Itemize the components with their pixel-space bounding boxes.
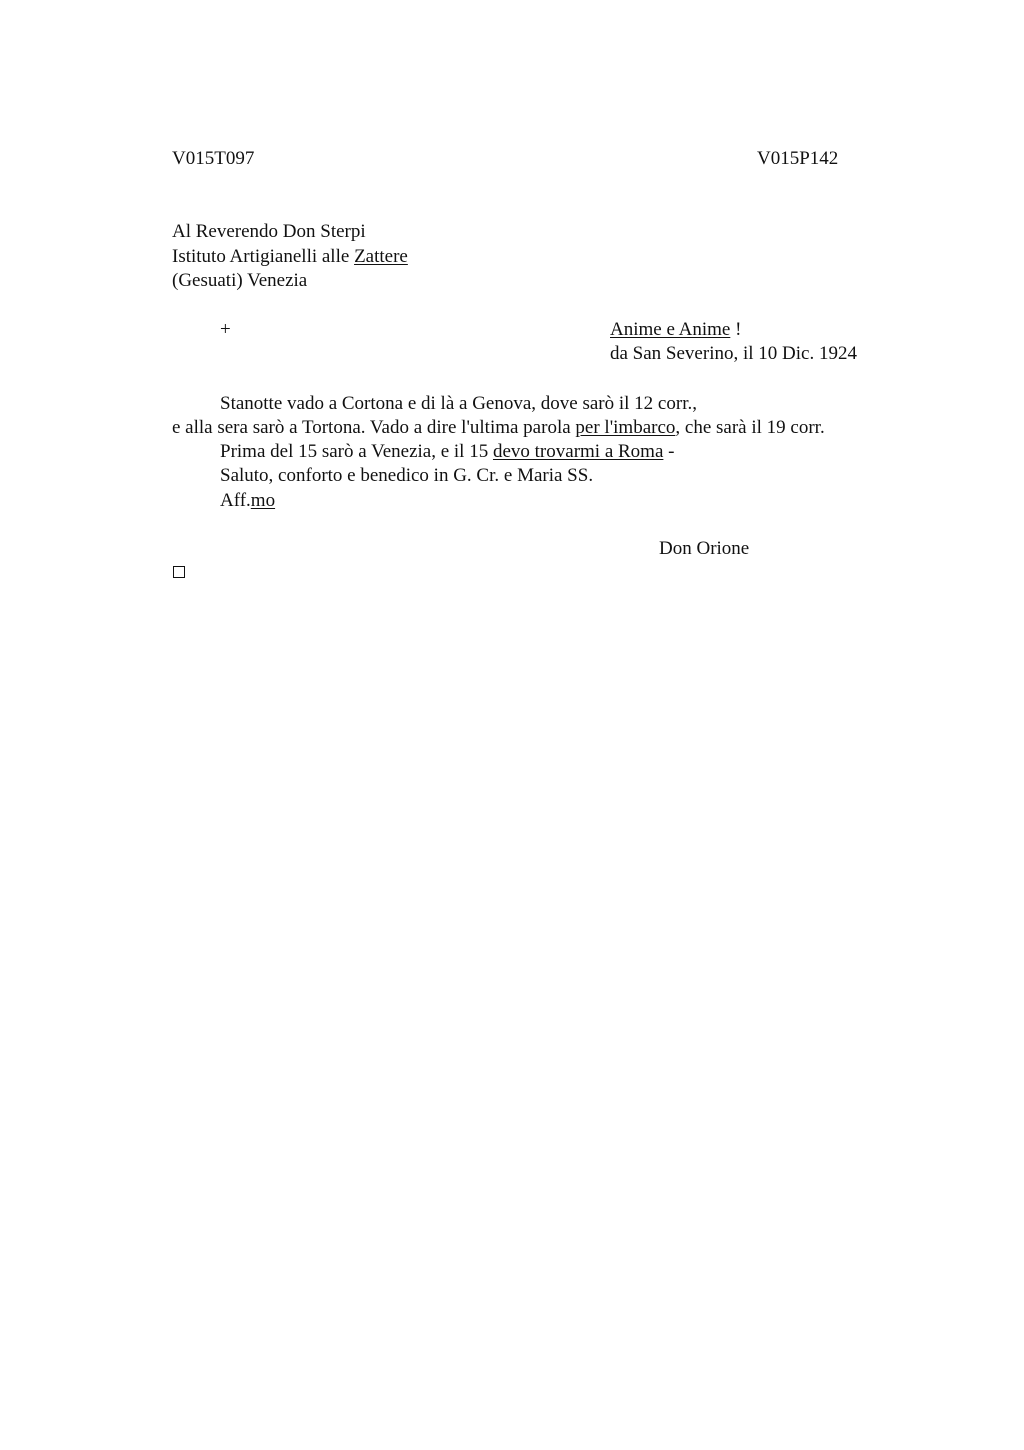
address-zattere-underlined: Zattere [354,246,408,267]
body-line-4: Saluto, conforto e benedico in G. Cr. e Maria SS. [220,465,594,486]
address-line-2 [172,245,408,269]
motto [610,318,741,342]
body-line-2 [172,416,825,440]
document-code-right: V015P142 [757,148,839,169]
motto-suffix: ! [730,319,742,340]
address-line-2-text: Istituto Artigianelli alle [172,246,355,267]
body-line-3-text: Prima del 15 sarò a Venezia, e il 15 [220,441,493,462]
closing-text: Aff. [220,490,251,511]
closing [220,489,275,513]
body-line-3 [220,440,674,464]
body-line-2-end: , che sarà il 19 corr. [675,417,825,438]
place-date: da San Severino, il 10 Dic. 1924 [610,343,857,364]
imbarco-underlined: per l'imbarco [575,417,676,438]
body-line-2-text: e alla sera sarò a Tortona. Vado a dire l'ultima parola [172,417,576,438]
address-line-1: Al Reverendo Don Sterpi [172,221,366,242]
end-square-icon [173,566,185,578]
cross-symbol: + [220,319,231,340]
roma-underlined: devo trovarmi a Roma [492,441,664,462]
motto-underlined: Anime e Anime [610,319,731,340]
body-line-3-end: - [663,441,675,462]
address-line-3: (Gesuati) Venezia [172,270,308,291]
signature: Don Orione [659,538,750,559]
body-line-1: Stanotte vado a Cortona e di là a Genova, dove sarò il 12 corr., [220,393,697,414]
closing-underlined: mo [250,490,276,511]
document-code-left: V015T097 [172,148,255,169]
